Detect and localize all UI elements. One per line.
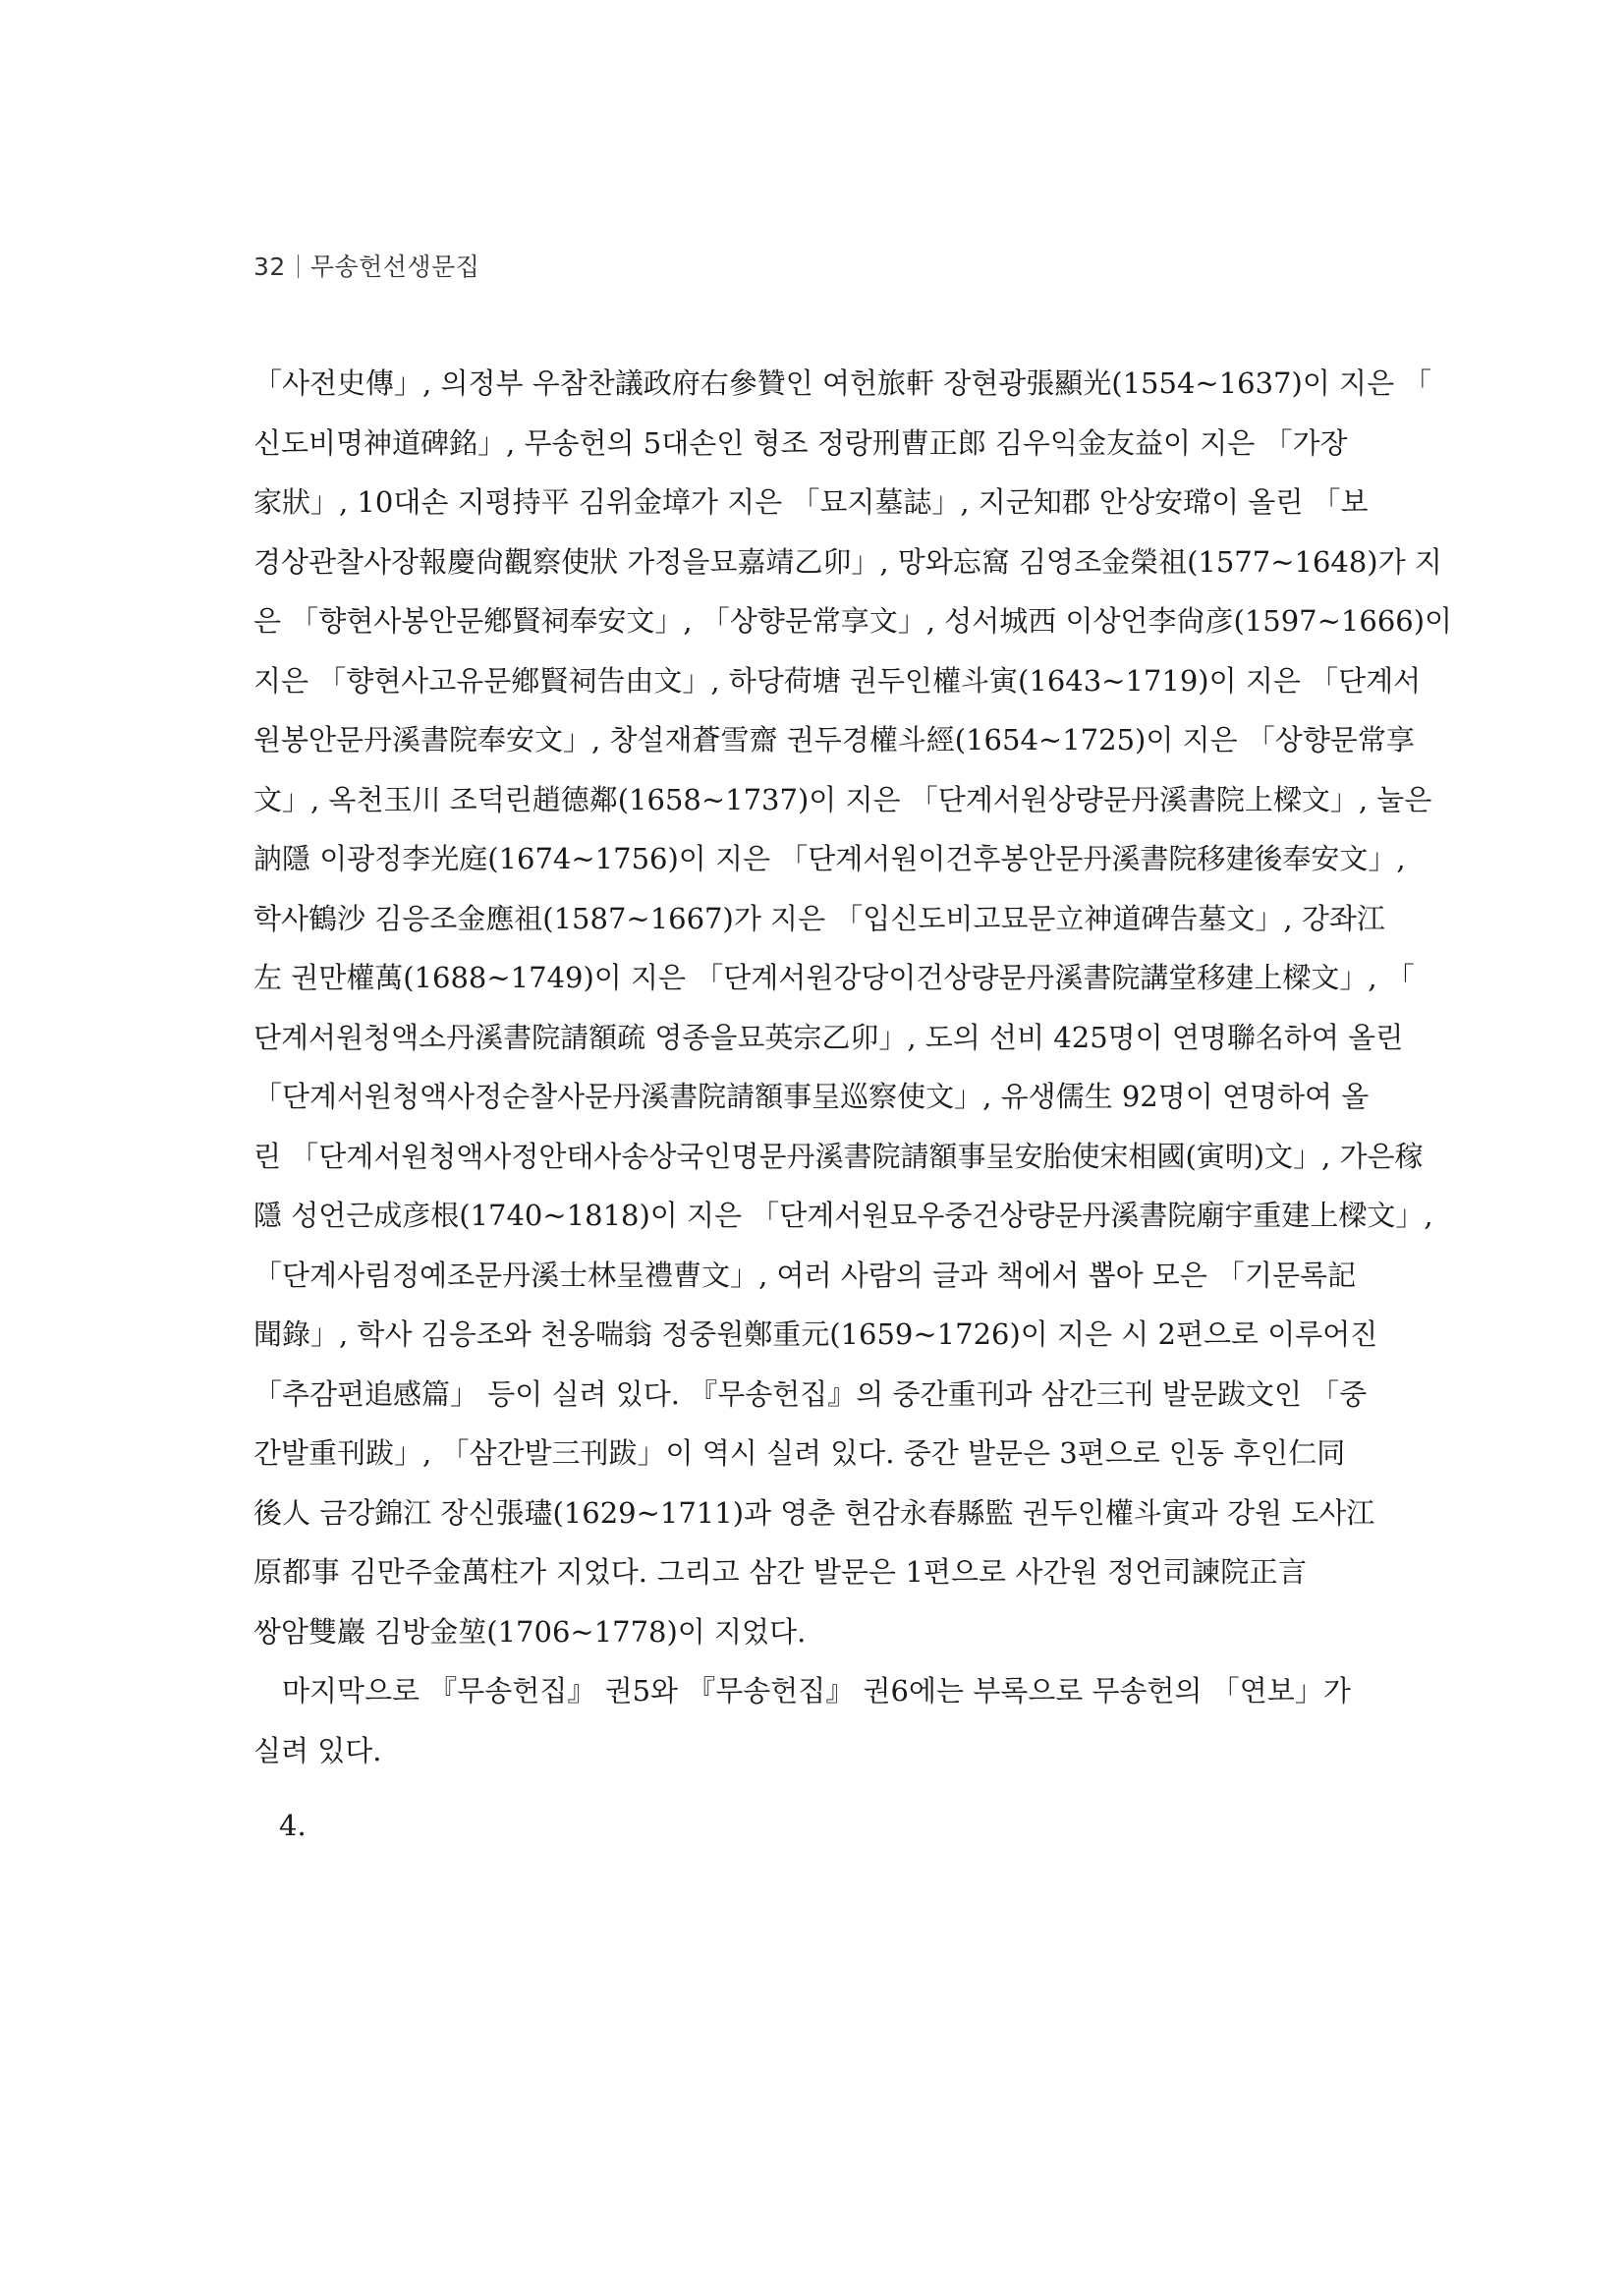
header-divider	[298, 254, 299, 278]
text-line: 左 권만權萬(1688~1749)이 지은 「단계서원강당이건상량문丹溪書院講堂移建上樑文」, 「	[253, 961, 1415, 994]
text-line: 「단계사림정예조문丹溪士林呈禮曹文」, 여러 사람의 글과 책에서 뽑아 모은 「기문록記	[253, 1258, 1357, 1292]
section-number: 4.	[279, 1809, 307, 1842]
text-line: 訥隱 이광정李光庭(1674~1756)이 지은 「단계서원이건후봉안문丹溪書院移建後奉安文」,	[253, 842, 1406, 875]
text-line: 린 「단계서원청액사정안태사송상국인명문丹溪書院請額事呈安胎使宋相國(寅明)文」, 가은稼	[253, 1139, 1424, 1173]
running-header	[253, 248, 479, 283]
text-line: 文」, 옥천玉川 조덕린趙德鄰(1658~1737)이 지은 「단계서원상량문丹溪書院上樑文」, 눌은	[253, 782, 1432, 816]
text-line: 쌍암雙巖 김방金堃(1706~1778)이 지었다.	[253, 1614, 807, 1649]
page-number: 32	[253, 252, 286, 281]
text-line: 原都事 김만주金萬柱가 지었다. 그리고 삼간 발문은 1편으로 사간원 정언司諫院正言	[253, 1555, 1307, 1589]
text-line: 경상관찰사장報慶尙觀察使狀 가정을묘嘉靖乙卯」, 망와忘窩 김영조金榮祖(1577~1648)가 지	[253, 544, 1442, 579]
book-title: 무송헌선생문집	[309, 252, 480, 281]
text-line: 聞錄」, 학사 김응조와 천옹喘翁 정중원鄭重元(1659~1726)이 지은 시 2편으로 이루어진	[253, 1317, 1378, 1351]
text-line: 실려 있다.	[253, 1733, 382, 1767]
text-line: 단계서원청액소丹溪書院請額疏 영종을묘英宗乙卯」, 도의 선비 425명이 연명聯名하여 올린	[253, 1020, 1404, 1054]
text-line: 지은 「향현사고유문鄕賢祠告由文」, 하당荷塘 권두인權斗寅(1643~1719)이 지은 「단계서	[253, 663, 1422, 698]
text-line: 은 「향현사봉안문鄕賢祠奉安文」, 「상향문常享文」, 성서城西 이상언李尙彦(1597~1666)이	[253, 604, 1453, 638]
text-line: 隱 성언근成彦根(1740~1818)이 지은 「단계서원묘우중건상량문丹溪書院廟宇重建上樑文」,	[253, 1199, 1433, 1232]
text-line: 신도비명神道碑銘」, 무송헌의 5대손인 형조 정랑刑曹正郎 김우익金友益이 지은 「가장	[253, 425, 1348, 460]
text-line: 원봉안문丹溪書院奉安文」, 창설재蒼雪齋 권두경權斗經(1654~1725)이 지은 「상향문常享	[253, 723, 1415, 756]
text-line: 「추감편追感篇」 등이 실려 있다. 『무송헌집』의 중간重刊과 삼간三刊 발문跋文인 「중	[253, 1376, 1368, 1411]
text-line: 「사전史傳」, 의정부 우참찬議政府右參贊인 여헌旅軒 장현광張顯光(1554~1637)이 지은 「	[253, 366, 1432, 400]
text-line: 간발重刊跋」, 「삼간발三刊跋」이 역시 실려 있다. 중간 발문은 3편으로 인동 후인仁同	[253, 1436, 1346, 1470]
text-line: 마지막으로 『무송헌집』 권5와 『무송헌집』 권6에는 부록으로 무송헌의 「연보」가	[282, 1674, 1351, 1708]
text-line: 後人 금강錦江 장신張璶(1629~1711)과 영춘 현감永春縣監 권두인權斗寅과 강원 도사江	[253, 1495, 1375, 1530]
text-line: 「단계서원청액사정순찰사문丹溪書院請額事呈巡察使文」, 유생儒生 92명이 연명하여 올	[253, 1080, 1370, 1113]
text-line: 家狀」, 10대손 지평持平 김위金墇가 지은 「묘지墓誌」, 지군知郡 안상安瑺이 올린 「보	[253, 485, 1369, 519]
body-text	[253, 354, 1453, 1780]
text-line: 학사鶴沙 김응조金應祖(1587~1667)가 지은 「입신도비고묘문立神道碑告墓文」, 강좌江	[253, 901, 1385, 935]
